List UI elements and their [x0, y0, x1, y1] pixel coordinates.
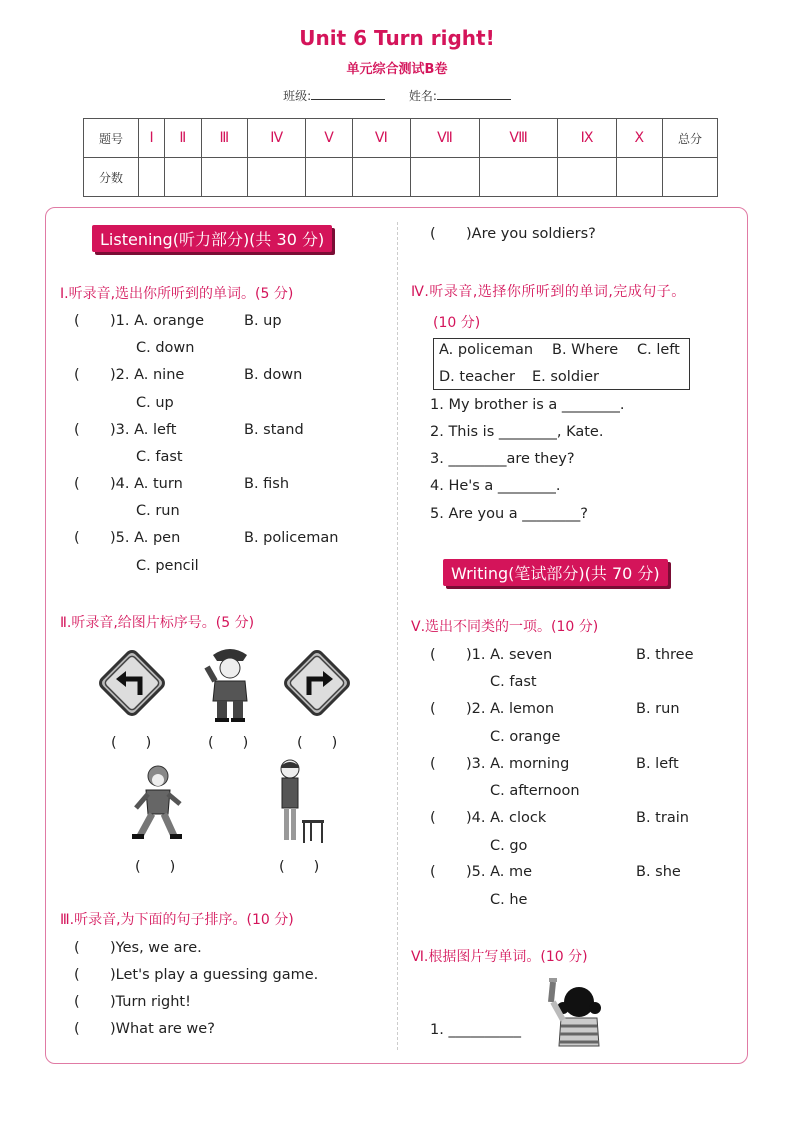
fill-sentence[interactable]: 5. Are you a ________?	[430, 506, 588, 522]
score-cell[interactable]	[248, 158, 306, 197]
col-5: Ⅴ	[306, 119, 352, 158]
question-line: )4. A. clock	[466, 810, 547, 826]
word-option: C. left	[637, 342, 680, 358]
boy-standing-picture-icon	[272, 758, 328, 846]
sentence-line: )Turn right!	[110, 994, 191, 1010]
sentence-line: )Yes, we are.	[110, 940, 202, 956]
picture-answer-paren[interactable]: ( )	[208, 735, 249, 751]
page-title: Unit 6 Turn right!	[299, 26, 495, 50]
col-6: Ⅵ	[352, 119, 410, 158]
col-8: Ⅷ	[479, 119, 558, 158]
writing-banner: Writing(笔试部分)(共 70 分)	[443, 559, 668, 586]
section-3-title: Ⅲ.听录音,为下面的句子排序。(10 分)	[60, 912, 294, 928]
option-c: C. pencil	[136, 558, 199, 574]
word-option: E. soldier	[532, 369, 599, 385]
col-4: Ⅳ	[248, 119, 306, 158]
picture-answer-paren[interactable]: ( )	[135, 859, 176, 875]
option-c: C. down	[136, 340, 195, 356]
class-label: 班级:	[283, 89, 312, 103]
sentence-line: )Let's play a guessing game.	[110, 967, 319, 983]
option-b: B. up	[244, 313, 282, 329]
page-subtitle: 单元综合测试B卷	[346, 62, 448, 77]
option-c: C. up	[136, 395, 174, 411]
option-b: B. three	[636, 647, 694, 663]
option-b: B. train	[636, 810, 689, 826]
score-cell[interactable]	[352, 158, 410, 197]
question-line: )4. A. turn	[110, 476, 183, 492]
option-c: C. go	[490, 838, 528, 854]
answer-paren[interactable]: (	[430, 810, 436, 826]
total-label: 总分	[663, 119, 718, 158]
answer-paren[interactable]: (	[430, 756, 436, 772]
word-option: A. policeman	[439, 342, 534, 358]
question-number-label: 题号	[84, 119, 139, 158]
option-b: B. left	[636, 756, 679, 772]
name-field[interactable]	[437, 87, 511, 100]
option-b: B. stand	[244, 422, 304, 438]
score-table-header-row	[84, 119, 718, 158]
option-c: C. afternoon	[490, 783, 580, 799]
section-1-title: Ⅰ.听录音,选出你所听到的单词。(5 分)	[60, 286, 294, 302]
answer-paren[interactable]: (	[430, 647, 436, 663]
fill-sentence[interactable]: 4. He's a ________.	[430, 478, 561, 494]
turn-right-sign-icon	[279, 645, 355, 721]
word-option: B. Where	[552, 342, 619, 358]
score-label: 分数	[84, 158, 139, 197]
answer-paren[interactable]: (	[74, 530, 80, 546]
col-2: Ⅱ	[165, 119, 201, 158]
option-b: B. fish	[244, 476, 290, 492]
class-field[interactable]	[311, 87, 385, 100]
option-c: C. fast	[136, 449, 183, 465]
section-4-points: (10 分)	[433, 315, 481, 331]
answer-paren[interactable]: (	[430, 701, 436, 717]
turn-left-sign-icon	[94, 645, 170, 721]
question-line: )3. A. left	[110, 422, 177, 438]
column-divider	[397, 222, 398, 1050]
score-cell[interactable]	[165, 158, 201, 197]
score-cell[interactable]	[616, 158, 662, 197]
option-b: B. policeman	[244, 530, 339, 546]
col-10: Ⅹ	[616, 119, 662, 158]
answer-paren[interactable]: (	[74, 1021, 80, 1037]
option-b: B. run	[636, 701, 680, 717]
option-c: C. run	[136, 503, 180, 519]
section-2-title: Ⅱ.听录音,给图片标序号。(5 分)	[60, 615, 255, 631]
fill-sentence[interactable]: 3. ________are they?	[430, 451, 575, 467]
picture-answer-paren[interactable]: ( )	[297, 735, 338, 751]
option-c: C. fast	[490, 674, 537, 690]
col-9: Ⅸ	[558, 119, 616, 158]
score-cell[interactable]	[306, 158, 352, 197]
question-line: )3. A. morning	[466, 756, 570, 772]
score-table-score-row	[84, 158, 718, 197]
section-5-title: Ⅴ.选出不同类的一项。(10 分)	[411, 619, 599, 635]
question-line: )5. A. pen	[110, 530, 181, 546]
sentence-line: )Are you soldiers?	[466, 226, 596, 242]
col-7: Ⅶ	[411, 119, 480, 158]
section-4-title: Ⅳ.听录音,选择你所听到的单词,完成句子。	[411, 284, 686, 300]
picture-answer-paren[interactable]: ( )	[111, 735, 152, 751]
answer-paren[interactable]: (	[430, 864, 436, 880]
option-c: C. he	[490, 892, 528, 908]
sentence-line: )What are we?	[110, 1021, 215, 1037]
col-1: Ⅰ	[139, 119, 165, 158]
fill-sentence[interactable]: 2. This is ________, Kate.	[430, 424, 604, 440]
answer-paren[interactable]: (	[430, 226, 436, 242]
option-b: B. she	[636, 864, 681, 880]
total-score-cell[interactable]	[663, 158, 718, 197]
question-line: )1. A. orange	[110, 313, 205, 329]
question-line: )1. A. seven	[466, 647, 553, 663]
girl-waving-picture-icon	[543, 978, 605, 1048]
section-6-title: Ⅵ.根据图片写单词。(10 分)	[411, 949, 588, 965]
score-cell[interactable]	[479, 158, 558, 197]
option-b: B. down	[244, 367, 303, 383]
score-cell[interactable]	[558, 158, 616, 197]
answer-paren[interactable]: (	[74, 940, 80, 956]
name-label: 姓名:	[408, 89, 437, 103]
answer-paren[interactable]: (	[74, 313, 80, 329]
answer-paren[interactable]: (	[74, 476, 80, 492]
walking-soldier-picture-icon	[128, 764, 184, 844]
picture-answer-paren[interactable]: ( )	[279, 859, 320, 875]
policeman-picture-icon	[203, 643, 257, 723]
col-3: Ⅲ	[201, 119, 247, 158]
option-c: C. orange	[490, 729, 561, 745]
score-cell[interactable]	[139, 158, 165, 197]
answer-paren[interactable]: (	[74, 967, 80, 983]
listening-banner: Listening(听力部分)(共 30 分)	[92, 225, 332, 252]
answer-paren[interactable]: (	[74, 994, 80, 1010]
score-cell[interactable]	[201, 158, 247, 197]
answer-paren[interactable]: (	[74, 422, 80, 438]
word-option: D. teacher	[439, 369, 515, 385]
question-line: )5. A. me	[466, 864, 533, 880]
question-line: )2. A. lemon	[466, 701, 555, 717]
answer-paren[interactable]: (	[74, 367, 80, 383]
write-word-line[interactable]: 1. __________	[430, 1022, 521, 1038]
fill-sentence[interactable]: 1. My brother is a ________.	[430, 397, 625, 413]
student-info-row	[0, 87, 794, 104]
question-line: )2. A. nine	[110, 367, 185, 383]
score-table	[83, 118, 718, 197]
score-cell[interactable]	[411, 158, 480, 197]
